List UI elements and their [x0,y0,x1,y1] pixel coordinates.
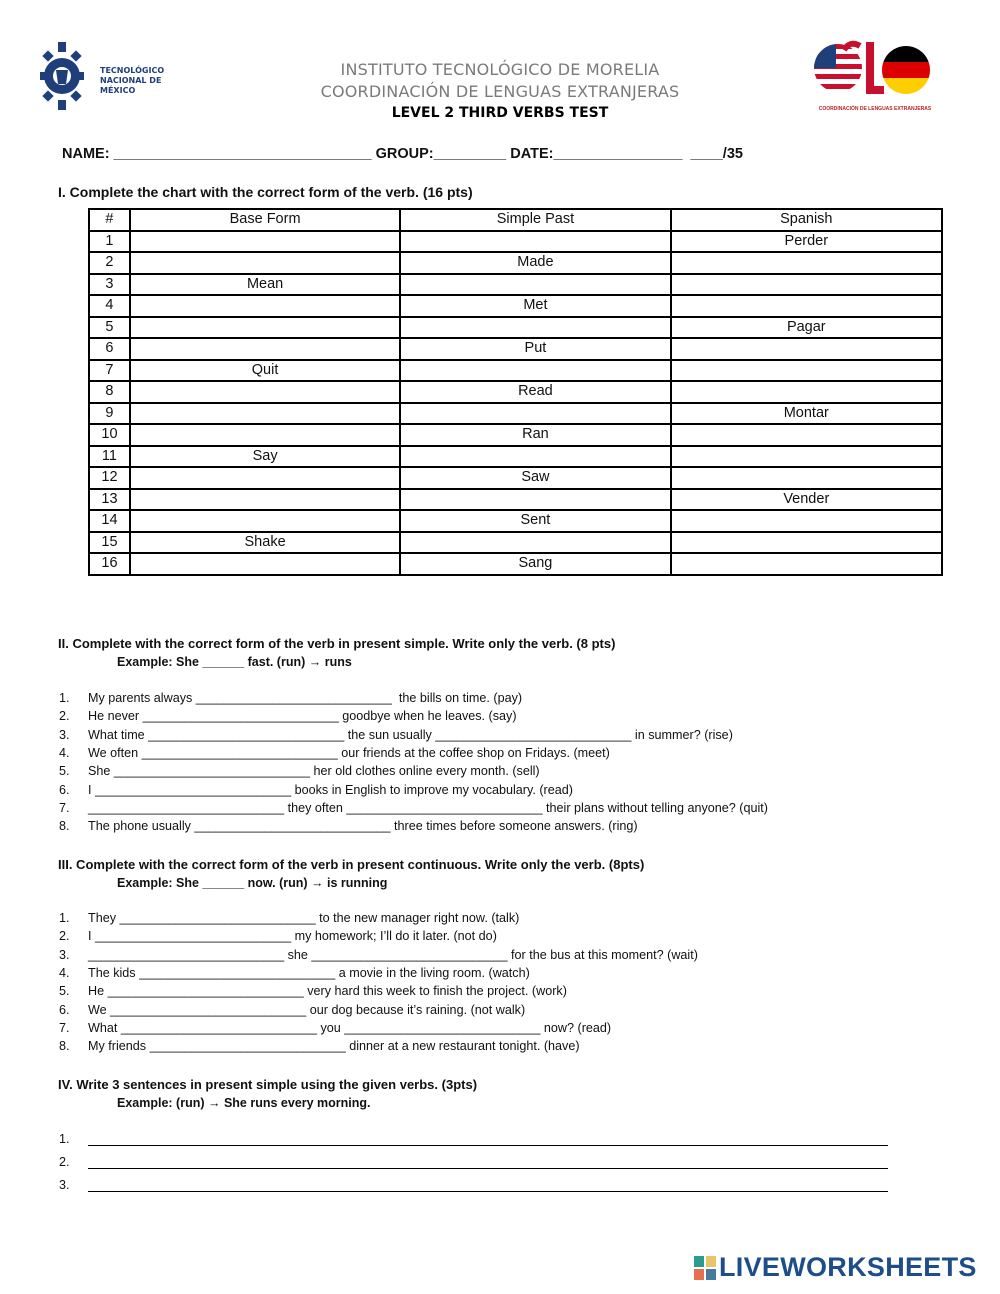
verb-chart-row [89,274,942,296]
base-form-cell[interactable] [130,403,400,425]
row-number: 2 [89,252,130,274]
verb-chart-row [89,338,942,360]
row-number: 9 [89,403,130,425]
verb-chart-row [89,317,942,339]
base-form-cell[interactable] [130,231,400,253]
question-item[interactable] [59,1003,525,1017]
question-item[interactable] [59,1021,611,1035]
coordination-name: COORDINACIÓN DE LENGUAS EXTRANJERAS [320,82,680,101]
simple-past-cell: Met [400,295,670,317]
base-form-cell[interactable] [130,467,400,489]
question-text[interactable]: My friends ____________________________ dinner at a new restaurant tonight. (have) [88,1039,580,1054]
liveworksheets-icon [694,1256,716,1280]
question-item[interactable] [59,911,519,925]
question-text[interactable]: He ____________________________ very hard this week to finish the project. (work) [88,984,567,999]
simple-past-cell[interactable] [400,274,670,296]
row-number: 11 [89,446,130,468]
simple-past-cell: Ran [400,424,670,446]
question-text[interactable]: He never ____________________________ goodbye when he leaves. (say) [88,709,517,724]
question-text[interactable]: They ____________________________ to the new manager right now. (talk) [88,911,520,925]
question-item[interactable] [59,783,573,797]
simple-past-cell[interactable] [400,532,670,554]
verb-chart-row [89,381,942,403]
cle-caption: COORDINACIÓN DE LENGUAS EXTRANJERAS [818,106,932,112]
row-number: 12 [89,467,130,489]
liveworksheets-logo[interactable] [694,1252,977,1283]
sentence-line-2[interactable] [88,1168,888,1169]
base-form-cell[interactable] [130,553,400,575]
base-form-cell[interactable] [130,338,400,360]
simple-past-cell: Sent [400,510,670,532]
spanish-cell[interactable] [671,553,942,575]
spanish-cell[interactable] [671,252,942,274]
question-text[interactable]: What ____________________________ you ____________________________ now? (read) [88,1020,612,1035]
question-number: 7. [59,800,70,815]
logo-text-2: NACIONAL DE MÉXICO [100,76,162,95]
verb-chart-row [89,231,942,253]
question-item[interactable] [59,948,698,962]
col-header-past: Simple Past [400,209,670,231]
verb-chart-row [89,252,942,274]
spanish-cell: Pagar [671,317,942,339]
base-form-cell: Say [130,446,400,468]
row-number: 15 [89,532,130,554]
question-number: 3. [59,947,70,962]
base-form-cell[interactable] [130,510,400,532]
question-number: 4. [59,745,70,760]
base-form-cell[interactable] [130,295,400,317]
question-item[interactable] [59,801,768,815]
question-text[interactable]: ____________________________ she ____________________________ for the bus at this moment? (wait) [88,947,698,962]
col-header-base: Base Form [130,209,400,231]
simple-past-cell[interactable] [400,317,670,339]
question-text[interactable]: The phone usually ____________________________ three times before someone answers. (ring) [88,819,638,834]
question-number: 6. [59,1002,70,1017]
spanish-cell: Perder [671,231,942,253]
row-number: 1 [89,231,130,253]
question-item[interactable] [59,691,522,705]
verb-chart-row [89,532,942,554]
question-text[interactable]: I ____________________________ books in English to improve my vocabulary. (read) [88,782,573,797]
question-number: 8. [59,1039,70,1054]
simple-past-cell: Made [400,252,670,274]
row-number: 4 [89,295,130,317]
question-number: 2. [59,709,70,724]
spanish-cell[interactable] [671,338,942,360]
section-4-example: Example: (run) → She runs every morning. [117,1096,371,1110]
verb-chart-row [89,295,942,317]
question-text[interactable]: I ____________________________ my homework; I’ll do it later. (not do) [88,929,497,944]
question-text[interactable]: We ____________________________ our dog because it’s raining. (not walk) [88,1002,526,1017]
col-header-number: # [89,209,130,231]
question-number: 1. [59,911,70,925]
question-number: 5. [59,764,70,779]
sentence-number-2: 2. [59,1155,70,1169]
row-number: 10 [89,424,130,446]
question-item[interactable] [59,764,540,778]
simple-past-cell[interactable] [400,403,670,425]
verb-chart-header [89,209,942,231]
question-number: 7. [59,1020,70,1035]
simple-past-cell: Saw [400,467,670,489]
spanish-cell[interactable] [671,424,942,446]
section-2-example: Example: She ______ fast. (run) → runs [117,655,352,669]
question-item[interactable] [59,819,638,833]
question-text[interactable]: We often ____________________________ our friends at the coffee shop on Fridays. (meet) [88,745,610,760]
base-form-cell[interactable] [130,424,400,446]
simple-past-cell[interactable] [400,360,670,382]
row-number: 14 [89,510,130,532]
simple-past-cell: Put [400,338,670,360]
spanish-cell: Vender [671,489,942,511]
question-number: 2. [59,929,70,944]
question-item[interactable] [59,728,733,742]
question-number: 4. [59,965,70,980]
row-number: 8 [89,381,130,403]
verb-chart-row [89,424,942,446]
verb-chart-row [89,510,942,532]
base-form-cell: Shake [130,532,400,554]
spanish-cell[interactable] [671,467,942,489]
question-text[interactable]: The kids ____________________________ a movie in the living room. (watch) [88,965,530,980]
question-text[interactable]: What time ____________________________ the sun usually ____________________________ in summer? (rise) [88,727,733,742]
spanish-cell[interactable] [671,295,942,317]
base-form-cell[interactable] [130,252,400,274]
section-3-title: III. Complete with the correct form of the verb in present continuous. Write only the verb. (8pts) [58,857,645,872]
question-number: 6. [59,782,70,797]
base-form-cell[interactable] [130,489,400,511]
verb-chart-row [89,553,942,575]
row-number: 13 [89,489,130,511]
question-number: 8. [59,819,70,834]
question-item[interactable] [59,966,530,980]
row-number: 7 [89,360,130,382]
base-form-cell: Quit [130,360,400,382]
spanish-cell[interactable] [671,510,942,532]
sentence-number-1: 1. [59,1132,70,1146]
simple-past-cell[interactable] [400,231,670,253]
section-3-example: Example: She ______ now. (run) → is running [117,876,388,890]
verb-chart-row [89,446,942,468]
sentence-line-3[interactable] [88,1191,888,1192]
question-item[interactable] [59,746,610,760]
question-text[interactable]: My parents always ____________________________ the bills on time. (pay) [88,691,523,705]
verb-chart-row [89,489,942,511]
base-form-cell: Mean [130,274,400,296]
section-4-title: IV. Write 3 sentences in present simple using the given verbs. (3pts) [58,1077,478,1092]
section-2-title: II. Complete with the correct form of the verb in present simple. Write only the verb. (8 pts) [58,636,616,651]
verb-chart [88,208,943,576]
question-number: 5. [59,984,70,999]
spanish-cell[interactable] [671,381,942,403]
spanish-cell[interactable] [671,532,942,554]
test-title: LEVEL 2 THIRD VERBS TEST [391,105,609,121]
question-text[interactable]: She ____________________________ her old clothes online every month. (sell) [88,764,540,779]
question-item[interactable] [59,1039,580,1053]
question-text[interactable]: ____________________________ they often ____________________________ their plans without telling anyone? (quit) [88,800,768,815]
verb-chart-row [89,403,942,425]
liveworksheets-brand: LIVEWORKSHEETS [719,1252,977,1282]
institute-name: INSTITUTO TECNOLÓGICO DE MORELIA [340,60,660,79]
question-number: 1. [59,691,70,705]
simple-past-cell: Read [400,381,670,403]
question-item[interactable] [59,709,517,723]
row-number: 3 [89,274,130,296]
row-number: 6 [89,338,130,360]
spanish-cell[interactable] [671,446,942,468]
student-info-line[interactable]: NAME: ________________________________ GROUP:_________ DATE:________________ ____/35 [62,146,743,162]
sentence-number-3: 3. [59,1178,70,1192]
verb-chart-row [89,467,942,489]
row-number: 5 [89,317,130,339]
col-header-spanish: Spanish [671,209,942,231]
logo-text-1: TECNOLÓGICO [100,66,165,75]
base-form-cell[interactable] [130,317,400,339]
base-form-cell[interactable] [130,381,400,403]
question-number: 3. [59,727,70,742]
question-item[interactable] [59,984,567,998]
question-item[interactable] [59,929,497,943]
spanish-cell: Montar [671,403,942,425]
spanish-cell[interactable] [671,274,942,296]
spanish-cell[interactable] [671,360,942,382]
row-number: 16 [89,553,130,575]
verb-chart-row [89,360,942,382]
simple-past-cell: Sang [400,553,670,575]
section-1-title: I. Complete the chart with the correct form of the verb. (16 pts) [58,184,473,200]
sentence-line-1[interactable] [88,1145,888,1146]
simple-past-cell[interactable] [400,489,670,511]
simple-past-cell[interactable] [400,446,670,468]
